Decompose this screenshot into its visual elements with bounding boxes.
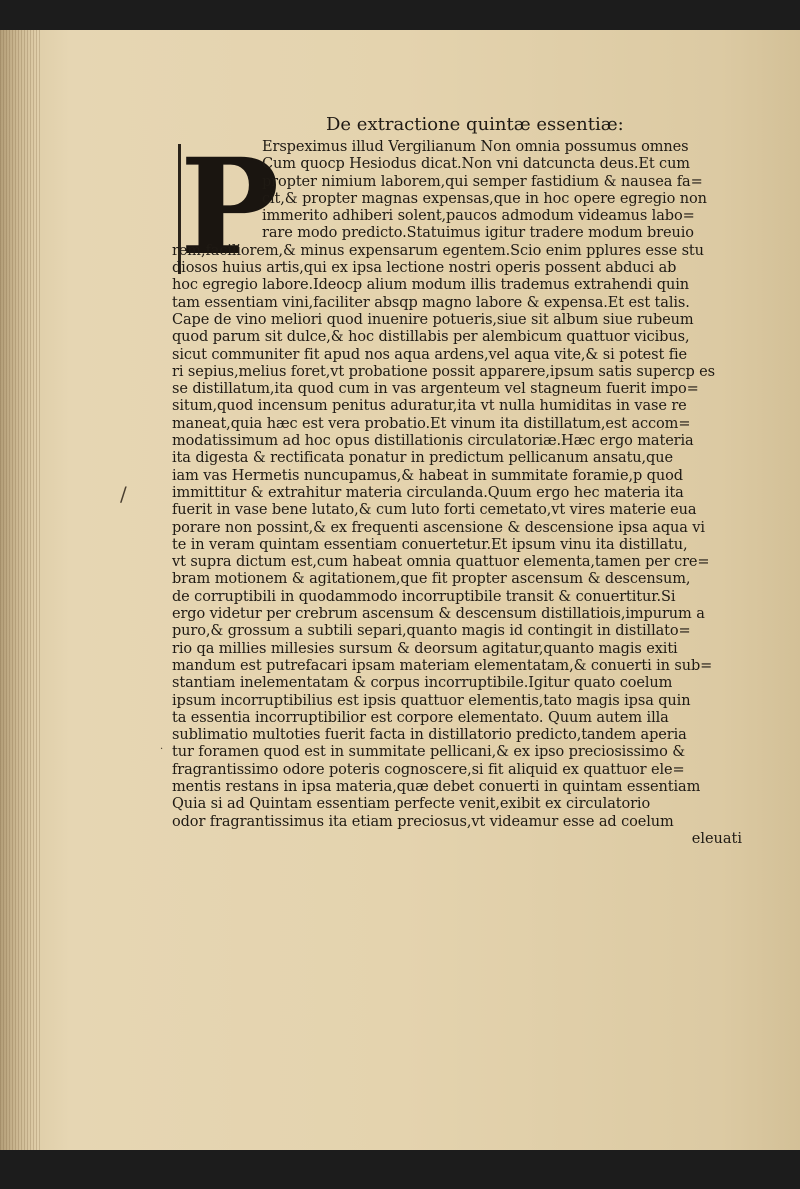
text-line: situm,quod incensum penitus aduratur,ita vt nulla humiditas in vase re <box>172 398 687 415</box>
text-line: diosos huius artis,qui ex ipsa lectione nostri operis possent abduci ab <box>172 260 677 277</box>
text-line: fuerit in vase bene lutato,& cum luto forti cemetato,vt vires materie eua <box>172 502 697 519</box>
text-line: propter nimium laborem,qui semper fastidium & nausea fa= <box>262 173 703 190</box>
text-line: mandum est putrefacari ipsam materiam elementatam,& conuerti in sub= <box>172 657 713 674</box>
decorated-initial-letter: P <box>180 130 280 285</box>
text-line: ri sepius,melius foret,vt probatione possit apparere,ipsum satis supercp es <box>172 363 715 380</box>
text-line: de corruptibili in quodammodo incorruptibile transit & conuertitur.Si <box>172 588 676 605</box>
text-line: odor fragrantissimus ita etiam preciosus,vt videamur esse ad coelum <box>172 813 674 830</box>
chapter-heading: De extractione quintæ essentiæ: <box>326 114 624 135</box>
scan-bottom-border <box>0 1150 800 1189</box>
text-line: Cape de vino meliori quod inuenire potueris,siue sit album siue rubeum <box>172 311 694 328</box>
text-line: sublimatio multoties fuerit facta in distillatorio predicto,tandem aperia <box>172 727 687 744</box>
text-line: te in veram quintam essentiam conuertetur.Et ipsum vinu ita distillatu, <box>172 536 688 553</box>
text-line: fragrantissimo odore poteris cognoscere,si fit aliquid ex quattuor ele= <box>172 761 685 778</box>
page-gutter-edge <box>0 30 42 1165</box>
text-line: rio qa millies millesies sursum & deorsum agitatur,quanto magis exiti <box>172 640 678 657</box>
text-line: hoc egregio labore.Ideocp alium modum illis trademus extrahendi quin <box>172 277 690 294</box>
text-line: sicut communiter fit apud nos aqua ardens,vel aqua vite,& si potest fie <box>172 346 688 363</box>
text-line: rare modo predicto.Statuimus igitur tradere modum breuio <box>262 225 694 242</box>
text-line: stantiam inelementatam & corpus incorruptibile.Igitur quato coelum <box>172 675 673 692</box>
text-line: rem,faciliorem,& minus expensarum egentem.Scio enim pplures esse stu <box>172 242 704 259</box>
text-line: puro,& grossum a subtili separi,quanto magis id contingit in distillato= <box>172 623 691 640</box>
text-line: bram motionem & agitationem,que fit propter ascensum & descensum, <box>172 571 691 588</box>
text-line: immittitur & extrahitur materia circulanda.Quum ergo hec materia ita <box>172 484 684 501</box>
text-line: immerito adhiberi solent,paucos admodum videamus labo= <box>262 208 695 225</box>
text-line: modatissimum ad hoc opus distillationis circulatoriæ.Hæc ergo materia <box>172 433 694 450</box>
text-line: cit,& propter magnas expensas,que in hoc opere egregio non <box>262 190 707 207</box>
text-line: tur foramen quod est in summitate pellicani,& ex ipso preciosissimo & <box>172 744 686 761</box>
text-line: ta essentia incorruptibilior est corpore elementato. Quum autem illa <box>172 709 669 726</box>
text-line: Erspeximus illud Vergilianum Non omnia possumus omnes <box>262 139 689 155</box>
text-line: ergo videtur per crebrum ascensum & descensum distillatiois,impurum a <box>172 606 705 623</box>
text-line: porare non possint,& ex frequenti ascensione & descensione ipsa aqua vi <box>172 519 705 536</box>
text-line: mentis restans in ipsa materia,quæ debet conuerti in quintam essentiam <box>172 778 701 795</box>
margin-dot-mark: · <box>160 744 164 755</box>
text-line: Quia si ad Quintam essentiam perfecte venit,exibit ex circulatorio <box>172 796 651 813</box>
text-line: Cum quocp Hesiodus dicat.Non vni datcuncta deus.Et cum <box>262 156 690 173</box>
text-line: iam vas Hermetis nuncupamus,& habeat in summitate foramie,p quod <box>172 467 683 484</box>
text-line: maneat,quia hæc est vera probatio.Et vinum ita distillatum,est accom= <box>172 415 691 432</box>
text-line: quod parum sit dulce,& hoc distillabis per alembicum quattuor vicibus, <box>172 329 690 346</box>
text-line: ita digesta & rectificata ponatur in predictum pellicanum ansatu,que <box>172 450 673 467</box>
text-line: tam essentiam vini,faciliter absqp magno labore & expensa.Et est talis. <box>172 294 690 311</box>
margin-pen-mark: / <box>120 482 127 506</box>
text-line: ipsum incorruptibilius est ipsis quattuor elementis,tato magis ipsa quin <box>172 692 691 709</box>
text-line: vt supra dictum est,cum habeat omnia quattuor elementa,tamen per cre= <box>172 554 710 571</box>
catchword: eleuati <box>691 830 742 847</box>
page-text <box>172 113 772 848</box>
text-line: se distillatum,ita quod cum in vas argenteum vel stagneum fuerit impo= <box>172 381 699 398</box>
